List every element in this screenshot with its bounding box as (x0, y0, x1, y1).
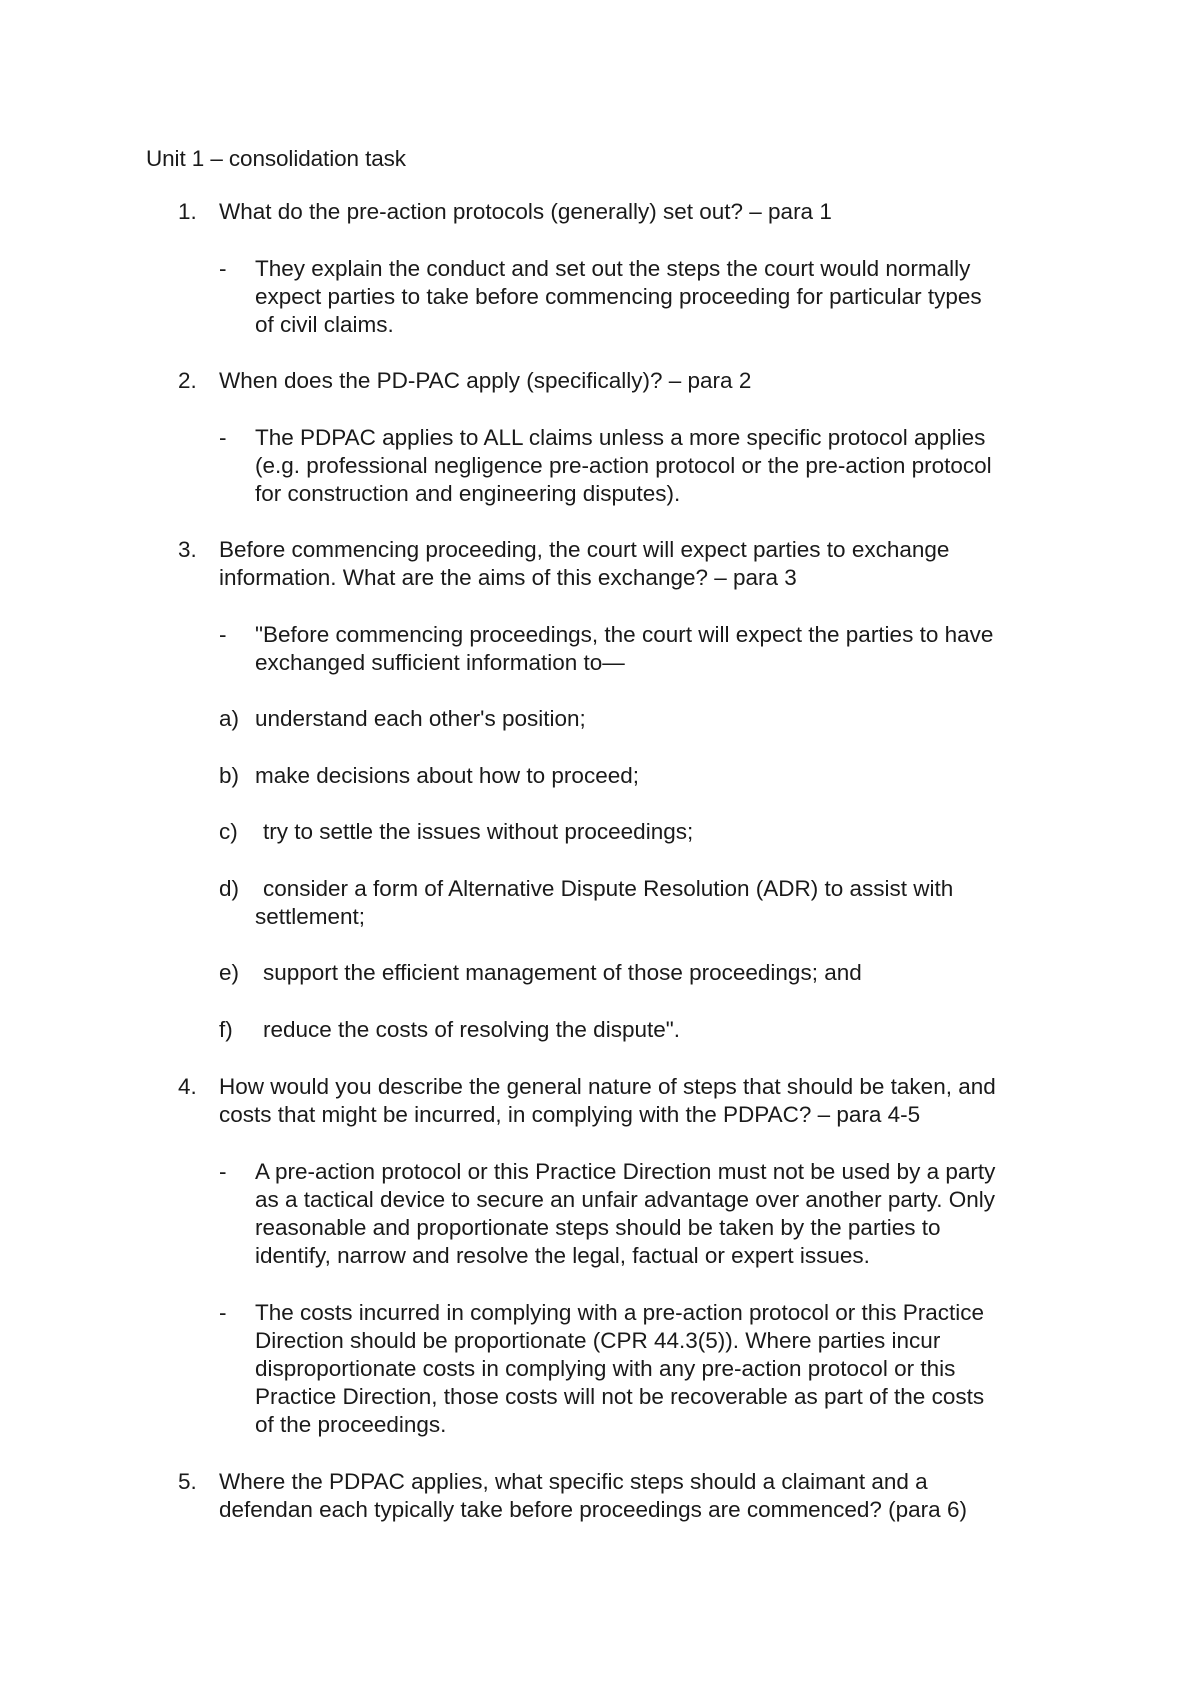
answer-1-line-3: of civil claims. (255, 312, 394, 337)
answer-2-line-1: The PDPAC applies to ALL claims unless a more specific protocol applies (255, 425, 986, 450)
answer-2-bullet: - (219, 425, 227, 450)
answer-1-line-1: They explain the conduct and set out the steps the court would normally (255, 256, 971, 281)
answer-3-line-2: exchanged sufficient information to— (255, 650, 625, 675)
document-title: Unit 1 – consolidation task (146, 146, 406, 171)
list-item-e-marker: e) (219, 960, 240, 985)
list-item-b-marker: b) (219, 763, 240, 788)
answer-2-line-2: (e.g. professional negligence pre-action protocol or the pre-action protocol (255, 453, 992, 478)
question-5-number: 5. (178, 1469, 197, 1494)
question-4-line-2: costs that might be incurred, in complying with the PDPAC? – para 4-5 (219, 1102, 921, 1127)
list-item-a-marker: a) (219, 706, 240, 731)
question-3-number: 3. (178, 537, 197, 562)
answer-4a-line-4: identify, narrow and resolve the legal, factual or expert issues. (255, 1243, 870, 1268)
answer-4b-line-4: Practice Direction, those costs will not be recoverable as part of the costs (255, 1384, 985, 1409)
answer-4b-line-3: disproportionate costs in complying with any pre-action protocol or this (255, 1356, 956, 1381)
question-3-line-2: information. What are the aims of this exchange? – para 3 (219, 565, 797, 590)
list-item-e-text: support the efficient management of those proceedings; and (263, 960, 862, 985)
question-5-line-2: defendan each typically take before proceedings are commenced? (para 6) (219, 1497, 967, 1522)
question-3-line-1: Before commencing proceeding, the court will expect parties to exchange (219, 537, 950, 562)
answer-4a-line-3: reasonable and proportionate steps should be taken by the parties to (255, 1215, 941, 1240)
list-item-c-marker: c) (219, 819, 238, 844)
list-item-f-text: reduce the costs of resolving the dispute". (263, 1017, 680, 1042)
answer-3-line-1: "Before commencing proceedings, the court will expect the parties to have (255, 622, 994, 647)
list-item-d-text: consider a form of Alternative Dispute Resolution (ADR) to assist with (263, 876, 954, 901)
answer-4a-bullet: - (219, 1159, 227, 1184)
question-2-text: When does the PD-PAC apply (specifically)? – para 2 (219, 368, 752, 393)
question-4-line-1: How would you describe the general nature of steps that should be taken, and (219, 1074, 996, 1099)
answer-4b-line-5: of the proceedings. (255, 1412, 447, 1437)
question-5-line-1: Where the PDPAC applies, what specific steps should a claimant and a (219, 1469, 928, 1494)
answer-1-line-2: expect parties to take before commencing proceeding for particular types (255, 284, 982, 309)
list-item-d-continuation: settlement; (255, 904, 366, 929)
list-item-d-marker: d) (219, 876, 240, 901)
answer-4b-bullet: - (219, 1300, 227, 1325)
list-item-a-text: understand each other's position; (255, 706, 586, 731)
answer-4b-line-1: The costs incurred in complying with a pre-action protocol or this Practice (255, 1300, 985, 1325)
question-1-text: What do the pre-action protocols (generally) set out? – para 1 (219, 199, 832, 224)
question-2-number: 2. (178, 368, 197, 393)
question-1-number: 1. (178, 199, 197, 224)
question-4-number: 4. (178, 1074, 197, 1099)
answer-4b-line-2: Direction should be proportionate (CPR 44.3(5)). Where parties incur (255, 1328, 941, 1353)
answer-4a-line-1: A pre-action protocol or this Practice Direction must not be used by a party (255, 1159, 996, 1184)
answer-4a-line-2: as a tactical device to secure an unfair advantage over another party. Only (255, 1187, 996, 1212)
answer-3-bullet: - (219, 622, 227, 647)
answer-2-line-3: for construction and engineering disputes). (255, 481, 681, 506)
list-item-b-text: make decisions about how to proceed; (255, 763, 639, 788)
list-item-f-marker: f) (219, 1017, 233, 1042)
list-item-c-text: try to settle the issues without proceedings; (263, 819, 694, 844)
answer-1-bullet: - (219, 256, 227, 281)
